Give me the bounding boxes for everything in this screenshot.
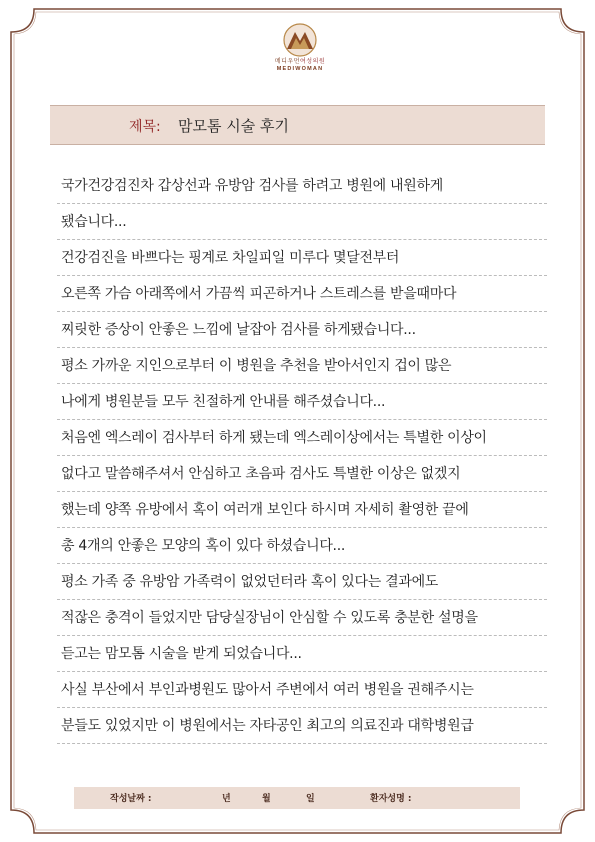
clinic-logo [270,22,330,84]
logo-english-text: MEDIWOMAN [276,66,324,72]
review-line: 분들도 있었지만 이 병원에서는 자타공인 최고의 의료진과 대학병원급 [57,708,547,744]
day-label: 일 [306,794,315,804]
footer-bar [74,787,520,809]
review-line: 됐습니다... [57,204,547,240]
title-text: 맘모톰 시술 후기 [178,117,289,135]
patient-name-label: 환자성명 : [370,794,412,804]
review-line: 평소 가까운 지인으로부터 이 병원을 추천을 받아서인지 겁이 많은 [57,348,547,384]
review-line: 없다고 말씀해주셔서 안심하고 초음파 검사도 특별한 이상은 없겠지 [57,456,547,492]
month-label: 월 [262,794,271,804]
review-line: 나에게 병원분들 모두 친절하게 안내를 해주셨습니다... [57,384,547,420]
review-line: 했는데 양쪽 유방에서 혹이 여러개 보인다 하시며 자세히 촬영한 끝에 [57,492,547,528]
logo-korean-prefix: 메디우먼 [274,58,300,65]
logo-korean-text [260,58,340,66]
review-line: 국가건강검진차 갑상선과 유방암 검사를 하려고 병원에 내원하게 [57,168,547,204]
review-line: 적잖은 충격이 들었지만 담당실장님이 안심할 수 있도록 충분한 설명을 [57,600,547,636]
review-line: 평소 가족 중 유방암 가족력이 없었던터라 혹이 있다는 결과에도 [57,564,547,600]
review-line: 총 4개의 안좋은 모양의 혹이 있다 하셨습니다... [57,528,547,564]
review-line: 처음엔 엑스레이 검사부터 하게 됐는데 엑스레이상에서는 특별한 이상이 [57,420,547,456]
date-label: 작성날짜 : [110,794,152,804]
review-line: 사실 부산에서 부인과병원도 많아서 주변에서 여러 병원을 권해주시는 [57,672,547,708]
review-body [57,168,547,744]
mountain-m-logo-icon [282,22,318,58]
logo-korean-suffix: 여성의원 [300,58,326,65]
review-line: 건강검진을 바쁘다는 핑계로 차일피일 미루다 몇달전부터 [57,240,547,276]
title-bar [50,105,545,145]
review-line: 듣고는 맘모톰 시술을 받게 되었습니다... [57,636,547,672]
review-line: 찌릿한 증상이 안좋은 느낌에 날잡아 검사를 하게됐습니다... [57,312,547,348]
title-label: 제목: [129,119,161,135]
year-label: 년 [222,794,231,804]
review-line: 오른쪽 가슴 아래쪽에서 가끔씩 피곤하거나 스트레스를 받을때마다 [57,276,547,312]
